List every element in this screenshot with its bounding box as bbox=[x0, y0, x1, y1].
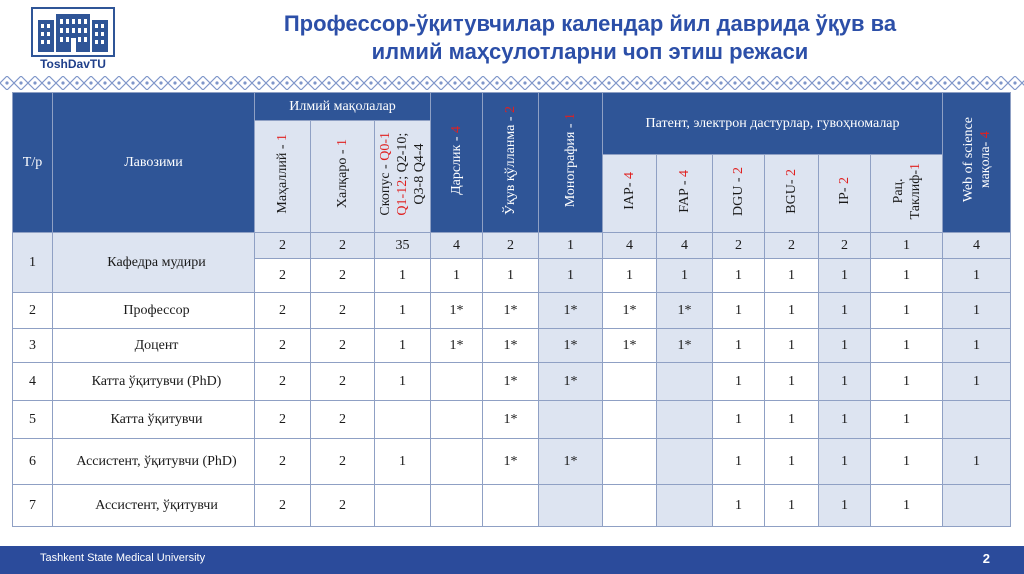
value-cell: 1 bbox=[871, 439, 943, 485]
value-cell bbox=[431, 363, 483, 401]
value-cell: 2 bbox=[255, 439, 311, 485]
row-num: 1 bbox=[13, 233, 53, 293]
value-cell bbox=[431, 401, 483, 439]
value-cell: 1 bbox=[765, 485, 819, 527]
publication-plan-table bbox=[12, 92, 1011, 527]
row-position: Доцент bbox=[53, 329, 255, 363]
value-cell: 1 bbox=[657, 259, 713, 293]
value-cell: 1 bbox=[539, 259, 603, 293]
value-cell bbox=[375, 401, 431, 439]
quota-cell: 2 bbox=[819, 233, 871, 259]
quota-cell: 2 bbox=[713, 233, 765, 259]
table-row bbox=[13, 439, 1011, 485]
value-cell: 1 bbox=[819, 439, 871, 485]
value-cell: 1 bbox=[375, 363, 431, 401]
value-cell: 1 bbox=[871, 363, 943, 401]
row-num: 3 bbox=[13, 329, 53, 363]
table-row bbox=[13, 485, 1011, 527]
quota-cell: 35 bbox=[375, 233, 431, 259]
row-position: Ассистент, ўқитувчи bbox=[53, 485, 255, 527]
value-cell: 1* bbox=[431, 293, 483, 329]
value-cell: 1 bbox=[713, 259, 765, 293]
value-cell: 1* bbox=[483, 401, 539, 439]
header-wos: Web of science мақола- 4 bbox=[943, 93, 1011, 233]
row-num: 2 bbox=[13, 293, 53, 329]
quota-cell: 4 bbox=[943, 233, 1011, 259]
value-cell: 2 bbox=[255, 363, 311, 401]
value-cell: 1* bbox=[483, 363, 539, 401]
value-cell: 1 bbox=[819, 259, 871, 293]
value-cell: 1 bbox=[375, 259, 431, 293]
value-cell: 1 bbox=[765, 293, 819, 329]
value-cell: 1 bbox=[819, 363, 871, 401]
value-cell: 1 bbox=[943, 363, 1011, 401]
header-articles-group: Илмий мақолалар bbox=[255, 93, 431, 121]
value-cell: 1 bbox=[871, 485, 943, 527]
header-ip: IP- 2 bbox=[819, 155, 871, 233]
title-line-1: Профессор-ўқитувчилар календар йил даврида ўқув ва bbox=[283, 11, 897, 36]
value-cell: 1* bbox=[539, 329, 603, 363]
value-cell: 2 bbox=[255, 293, 311, 329]
value-cell: 1* bbox=[603, 329, 657, 363]
value-cell bbox=[539, 485, 603, 527]
value-cell bbox=[603, 363, 657, 401]
value-cell: 1 bbox=[713, 363, 765, 401]
header-xalqaro: Халқаро - 1 bbox=[311, 121, 375, 233]
value-cell bbox=[375, 485, 431, 527]
value-cell: 1 bbox=[375, 329, 431, 363]
value-cell: 2 bbox=[255, 329, 311, 363]
value-cell: 1* bbox=[657, 293, 713, 329]
value-cell: 1* bbox=[603, 293, 657, 329]
row-num: 7 bbox=[13, 485, 53, 527]
quota-cell: 4 bbox=[657, 233, 713, 259]
value-cell: 1 bbox=[713, 485, 765, 527]
table-row bbox=[13, 401, 1011, 439]
header-rats: Рац. Таклиф-1 bbox=[871, 155, 943, 233]
table-row bbox=[13, 293, 1011, 329]
university-logo bbox=[30, 6, 116, 72]
value-cell bbox=[943, 485, 1011, 527]
value-cell: 1* bbox=[657, 329, 713, 363]
quota-cell: 2 bbox=[483, 233, 539, 259]
page-title bbox=[170, 10, 1010, 66]
row-position: Катта ўқитувчи (PhD) bbox=[53, 363, 255, 401]
quota-row bbox=[13, 233, 1011, 259]
value-cell: 1* bbox=[483, 293, 539, 329]
value-cell: 1 bbox=[943, 329, 1011, 363]
header-dgu: DGU - 2 bbox=[713, 155, 765, 233]
value-cell: 1 bbox=[819, 401, 871, 439]
value-cell: 1 bbox=[603, 259, 657, 293]
quota-cell: 2 bbox=[765, 233, 819, 259]
value-cell bbox=[603, 485, 657, 527]
quota-cell: 1 bbox=[871, 233, 943, 259]
header-num: Т/р bbox=[13, 93, 53, 233]
value-cell bbox=[603, 401, 657, 439]
header-patents-group: Патент, электрон дастурлар, гувоҳномалар bbox=[603, 93, 943, 155]
value-cell: 2 bbox=[311, 363, 375, 401]
value-cell: 1 bbox=[871, 293, 943, 329]
value-cell: 1 bbox=[819, 329, 871, 363]
value-cell: 2 bbox=[311, 293, 375, 329]
row-num: 5 bbox=[13, 401, 53, 439]
value-cell: 2 bbox=[311, 439, 375, 485]
row-position: Катта ўқитувчи bbox=[53, 401, 255, 439]
ornament-divider bbox=[0, 76, 1024, 90]
value-cell: 1 bbox=[375, 293, 431, 329]
page-number: 2 bbox=[982, 551, 990, 566]
value-cell: 1 bbox=[943, 439, 1011, 485]
value-cell bbox=[943, 401, 1011, 439]
value-cell: 1 bbox=[713, 329, 765, 363]
row-num: 4 bbox=[13, 363, 53, 401]
value-cell: 1 bbox=[431, 259, 483, 293]
value-cell bbox=[603, 439, 657, 485]
value-cell bbox=[657, 401, 713, 439]
value-cell: 2 bbox=[311, 329, 375, 363]
value-cell bbox=[657, 363, 713, 401]
footer-university: Tashkent State Medical University bbox=[40, 552, 206, 564]
header-position: Лавозими bbox=[53, 93, 255, 233]
value-cell bbox=[431, 439, 483, 485]
row-position: Профессор bbox=[53, 293, 255, 329]
value-cell: 2 bbox=[311, 259, 375, 293]
value-cell: 1 bbox=[483, 259, 539, 293]
quota-cell: 2 bbox=[255, 233, 311, 259]
quota-cell: 4 bbox=[603, 233, 657, 259]
title-line-2: илмий маҳсулотларни чоп этиш режаси bbox=[371, 39, 809, 64]
value-cell: 1 bbox=[713, 293, 765, 329]
footer-bar bbox=[0, 546, 1024, 574]
value-cell: 1* bbox=[539, 293, 603, 329]
header-bgu: BGU- 2 bbox=[765, 155, 819, 233]
row-position: Ассистент, ўқитувчи (PhD) bbox=[53, 439, 255, 485]
value-cell: 1 bbox=[765, 363, 819, 401]
logo-text: ToshDavTU bbox=[40, 57, 106, 71]
value-cell: 1* bbox=[539, 363, 603, 401]
building-logo-icon bbox=[30, 6, 116, 58]
table-row bbox=[13, 329, 1011, 363]
header-iap: IAP- 4 bbox=[603, 155, 657, 233]
value-cell: 1* bbox=[539, 439, 603, 485]
value-cell: 1 bbox=[871, 259, 943, 293]
row-num: 6 bbox=[13, 439, 53, 485]
header-fap: FAP - 4 bbox=[657, 155, 713, 233]
value-cell bbox=[431, 485, 483, 527]
header-scopus: Скопус - Q0-1 Q1-12; Q2-10; Q3-8 Q4-4 bbox=[375, 121, 431, 233]
header-uquv: Ўқув қўлланма - 2 bbox=[483, 93, 539, 233]
value-cell bbox=[657, 485, 713, 527]
value-cell: 1 bbox=[765, 329, 819, 363]
value-cell: 1 bbox=[819, 485, 871, 527]
value-cell bbox=[539, 401, 603, 439]
value-cell: 1 bbox=[765, 439, 819, 485]
value-cell bbox=[483, 485, 539, 527]
value-cell: 2 bbox=[311, 485, 375, 527]
value-cell: 1 bbox=[943, 259, 1011, 293]
quota-cell: 2 bbox=[311, 233, 375, 259]
value-cell: 1 bbox=[765, 259, 819, 293]
value-cell: 1 bbox=[375, 439, 431, 485]
quota-cell: 4 bbox=[431, 233, 483, 259]
value-cell: 1* bbox=[483, 439, 539, 485]
header-mahalliy: Маҳаллий - 1 bbox=[255, 121, 311, 233]
quota-cell: 1 bbox=[539, 233, 603, 259]
value-cell: 2 bbox=[255, 259, 311, 293]
value-cell: 2 bbox=[255, 401, 311, 439]
row-position: Кафедра мудири bbox=[53, 233, 255, 293]
header-monografiya: Монография - 1 bbox=[539, 93, 603, 233]
value-cell: 1 bbox=[765, 401, 819, 439]
value-cell: 2 bbox=[255, 485, 311, 527]
value-cell: 1 bbox=[713, 439, 765, 485]
value-cell: 1 bbox=[943, 293, 1011, 329]
value-cell: 1 bbox=[713, 401, 765, 439]
value-cell: 2 bbox=[311, 401, 375, 439]
value-cell: 1 bbox=[871, 401, 943, 439]
value-cell: 1 bbox=[819, 293, 871, 329]
value-cell: 1* bbox=[431, 329, 483, 363]
value-cell: 1 bbox=[871, 329, 943, 363]
value-cell: 1* bbox=[483, 329, 539, 363]
table-row bbox=[13, 363, 1011, 401]
value-cell bbox=[657, 439, 713, 485]
header-darslik: Дарслик - 4 bbox=[431, 93, 483, 233]
